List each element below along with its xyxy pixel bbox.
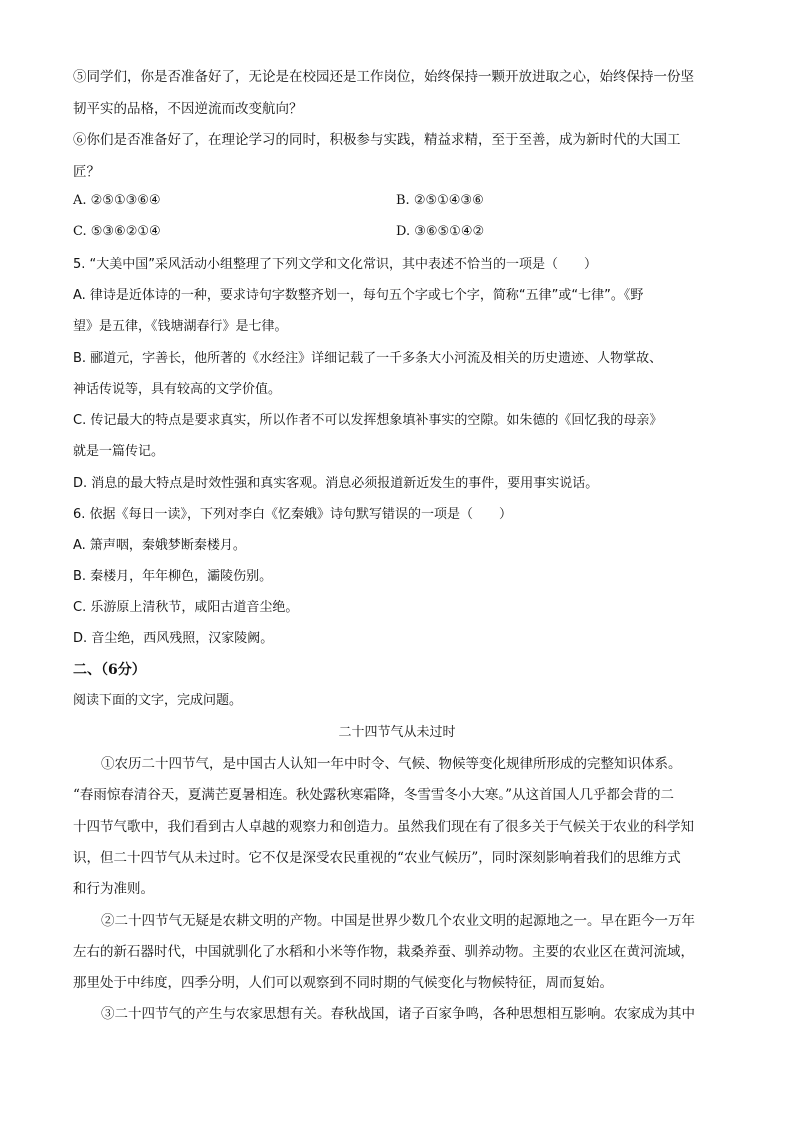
q5-option-a: A. 律诗是近体诗的一种，要求诗句字数整齐划一，每句五个字或七个字，简称“五律”或“七律”。《野 <box>73 288 644 303</box>
article-paragraph-line: 和行为准则。 <box>73 881 154 897</box>
q6-option-b: B. 秦楼月，年年柳色，灞陵伤别。 <box>73 569 273 584</box>
article-paragraph-line: ①农历二十四节气，是中国古人认知一年中时令、气候、物候等变化规律所形成的完整知识体系。 <box>101 756 682 772</box>
q4-options-row-1 <box>73 193 733 211</box>
q5-option-a-cont: 望》是五律，《钱塘湖春行》是七律。 <box>73 319 288 334</box>
q5-option-b-cont: 神话传说等，具有较高的文学价值。 <box>73 382 282 397</box>
article-paragraph-line: 十四节气歌中，我们看到古人卓越的观察力和创造力。虽然我们现在有了很多关于气候关于农业的科学知 <box>73 819 694 835</box>
q4-options-row-2 <box>73 224 733 242</box>
q6-option-d: D. 音尘绝，西风残照，汉家陵阙。 <box>73 631 274 646</box>
passage-line: 韧平实的品格，不因逆流而改变航向？ <box>73 101 303 117</box>
article-paragraph-line: ③二十四节气的产生与农家思想有关。春秋战国，诸子百家争鸣，各种思想相互影响。农家成为其中 <box>101 1006 695 1022</box>
section-instruction: 阅读下面的文字，完成问题。 <box>73 693 243 708</box>
q6-option-c: C. 乐游原上清秋节，咸阳古道音尘绝。 <box>73 600 299 615</box>
passage-line: 匠？ <box>73 164 100 180</box>
q5-stem: 5. “大美中国”采风活动小组整理了下列文学和文化常识，其中表述不恰当的一项是（ ） <box>73 257 598 272</box>
passage-line: ⑤同学们，你是否准备好了，无论是在校园还是工作岗位，始终保持一颗开放进取之心，始终保持一份坚 <box>73 69 694 85</box>
q5-option-d: D. 消息的最大特点是时效性强和真实客观。消息必须报道新近发生的事件，要用事实说话。 <box>73 476 599 491</box>
article-paragraph-line: 识，但二十四节气从未过时。它不仅是深受农民重视的“农业气候历”，同时深刻影响着我们的思维方式 <box>73 850 681 866</box>
q6-stem: 6. 依据《每日一读》，下列对李白《忆秦娥》诗句默写错误的一项是（ ） <box>73 507 513 522</box>
q6-option-a: A. 箫声咽，秦娥梦断秦楼月。 <box>73 538 246 553</box>
q4-option-a: A. ②⑤①③⑥④ <box>73 193 161 208</box>
article-title: 二十四节气从未过时 <box>338 725 456 740</box>
article-paragraph-line: 左右的新石器时代，中国就驯化了水稻和小米等作物，栽桑养蚕、驯养动物。主要的农业区在黄河流域， <box>73 944 694 960</box>
section-heading: 二、（6分） <box>73 662 146 678</box>
q5-option-c: C. 传记最大的特点是要求真实，所以作者不可以发挥想象填补事实的空隙。如朱德的《回忆我的母亲》 <box>73 413 663 428</box>
q4-option-d: D. ③⑥⑤①④② <box>396 224 485 239</box>
q4-option-c: C. ⑤③⑥②①④ <box>73 224 161 239</box>
article-paragraph-line: ②二十四节气无疑是农耕文明的产物。中国是世界少数几个农业文明的起源地之一。早在距今一万年 <box>101 913 695 929</box>
article-paragraph-line: “春雨惊春清谷天，夏满芒夏暑相连。秋处露秋寒霜降，冬雪雪冬小大寒。”从这首国人几乎都会背的二 <box>73 787 675 803</box>
passage-line: ⑥你们是否准备好了，在理论学习的同时，积极参与实践，精益求精，至于至善，成为新时代的大国工 <box>73 132 681 148</box>
q5-option-c-cont: 就是一篇传记。 <box>73 444 165 459</box>
q4-option-b: B. ②⑤①④③⑥ <box>396 193 484 208</box>
q5-option-b: B. 郦道元，字善长，他所著的《水经注》详细记载了一千多条大小河流及相关的历史遗迹、人物掌故、 <box>73 351 663 366</box>
article-paragraph-line: 那里处于中纬度，四季分明，人们可以观察到不同时期的气候变化与物候特征，周而复始。 <box>73 975 613 991</box>
